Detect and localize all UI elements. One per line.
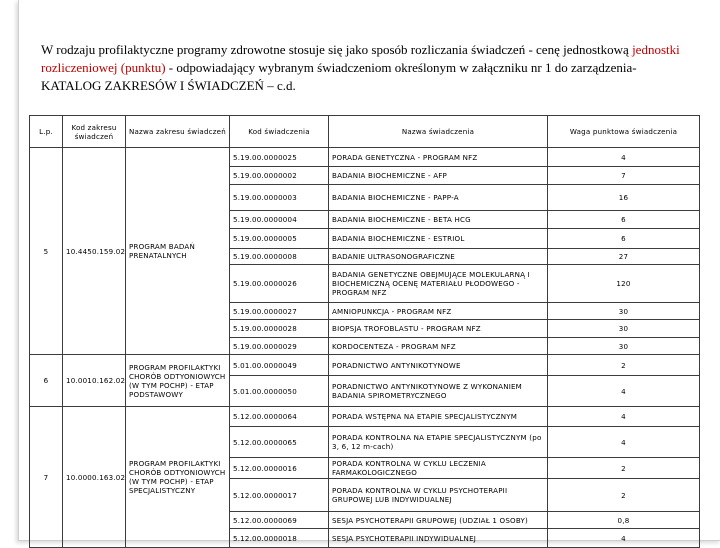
- heading-text-1: W rodzaju profilaktyczne programy zdrowotne stosuje się jako sposób rozliczania świadczeń - cenę jednostkową: [41, 42, 633, 57]
- waga-cell: 4: [548, 427, 700, 458]
- group-kod-zakresu: 10.0000.163.02: [63, 407, 126, 548]
- waga-cell: 27: [548, 249, 700, 265]
- table-header-row: [30, 116, 700, 148]
- waga-cell: 120: [548, 265, 700, 303]
- nazwa-swiadczenia-cell: PORADA GENETYCZNA - PROGRAM NFZ: [329, 148, 548, 167]
- kod-swiadczenia-cell: 5.19.00.0000005: [230, 229, 329, 249]
- nazwa-swiadczenia-cell: BADANIE ULTRASONOGRAFICZNE: [329, 249, 548, 265]
- catalog-table: [29, 115, 700, 548]
- header-nazwa-swiadczenia: Nazwa świadczenia: [329, 116, 548, 148]
- kod-swiadczenia-cell: 5.01.00.0000049: [230, 355, 329, 376]
- kod-swiadczenia-cell: 5.12.00.0000016: [230, 458, 329, 479]
- waga-cell: 0,8: [548, 512, 700, 529]
- nazwa-swiadczenia-cell: KORDOCENTEZA - PROGRAM NFZ: [329, 338, 548, 355]
- heading-highlight: jednostki rozliczeniowej (punktu): [41, 42, 680, 75]
- kod-swiadczenia-cell: 5.19.00.0000003: [230, 185, 329, 211]
- kod-swiadczenia-cell: 5.19.00.0000027: [230, 303, 329, 320]
- nazwa-swiadczenia-cell: BADANIA BIOCHEMICZNE - AFP: [329, 167, 548, 185]
- group-lp: 5: [30, 148, 63, 355]
- waga-cell: 2: [548, 479, 700, 512]
- group-kod-zakresu: 10.4450.159.02: [63, 148, 126, 355]
- nazwa-swiadczenia-cell: PORADNICTWO ANTYNIKOTYNOWE Z WYKONANIEM BADANIA SPIROMETRYCZNEGO: [329, 376, 548, 407]
- waga-cell: 6: [548, 229, 700, 249]
- table-row: [30, 407, 700, 427]
- kod-swiadczenia-cell: 5.12.00.0000069: [230, 512, 329, 529]
- kod-swiadczenia-cell: 5.19.00.0000008: [230, 249, 329, 265]
- header-nazwa-zakresu: Nazwa zakresu świadczeń: [126, 116, 230, 148]
- waga-cell: 30: [548, 303, 700, 320]
- header-kod-zakresu: Kod zakresu świadczeń: [63, 116, 126, 148]
- nazwa-swiadczenia-cell: PORADA KONTROLNA W CYKLU LECZENIA FARMAKOLOGICZNEGO: [329, 458, 548, 479]
- nazwa-swiadczenia-cell: SESJA PSYCHOTERAPII INDYWIDUALNEJ: [329, 529, 548, 548]
- nazwa-swiadczenia-cell: AMNIOPUNKCJA - PROGRAM NFZ: [329, 303, 548, 320]
- group-nazwa-zakresu: PROGRAM PROFILAKTYKI CHORÓB ODTYONIOWYCH (W TYM POCHP) - ETAP SPECJALISTYCZNY: [126, 407, 230, 548]
- kod-swiadczenia-cell: 5.12.00.0000065: [230, 427, 329, 458]
- waga-cell: 2: [548, 458, 700, 479]
- waga-cell: 30: [548, 338, 700, 355]
- nazwa-swiadczenia-cell: SESJA PSYCHOTERAPII GRUPOWEJ (UDZIAŁ 1 OSOBY): [329, 512, 548, 529]
- header-kod-swiadczenia: Kod świadczenia: [230, 116, 329, 148]
- waga-cell: 4: [548, 148, 700, 167]
- waga-cell: 16: [548, 185, 700, 211]
- group-kod-zakresu: 10.0010.162.02: [63, 355, 126, 407]
- nazwa-swiadczenia-cell: PORADA KONTROLNA NA ETAPIE SPECJALISTYCZNYM (po 3, 6, 12 m-cach): [329, 427, 548, 458]
- group-nazwa-zakresu: PROGRAM BADAŃ PRENATALNYCH: [126, 148, 230, 355]
- waga-cell: 2: [548, 355, 700, 376]
- kod-swiadczenia-cell: 5.12.00.0000017: [230, 479, 329, 512]
- nazwa-swiadczenia-cell: PORADA KONTROLNA W CYKLU PSYCHOTERAPII GRUPOWEJ LUB INDYWIDUALNEJ: [329, 479, 548, 512]
- group-lp: 7: [30, 407, 63, 548]
- waga-cell: 6: [548, 211, 700, 229]
- header-lp: L.p.: [30, 116, 63, 148]
- nazwa-swiadczenia-cell: PORADA WSTĘPNA NA ETAPIE SPECJALISTYCZNYM: [329, 407, 548, 427]
- kod-swiadczenia-cell: 5.12.00.0000018: [230, 529, 329, 548]
- table-body: [30, 148, 700, 548]
- slide-heading: [41, 41, 691, 95]
- table-row: [30, 148, 700, 167]
- kod-swiadczenia-cell: 5.19.00.0000028: [230, 320, 329, 338]
- kod-swiadczenia-cell: 5.12.00.0000064: [230, 407, 329, 427]
- nazwa-swiadczenia-cell: PORADNICTWO ANTYNIKOTYNOWE: [329, 355, 548, 376]
- heading-text-2: - odpowiadający wybranym świadczeniom określonym w załączniku nr 1 do zarządzenia- KATALOG ZAKRESÓW I ŚWIADCZEŃ – c.d.: [41, 60, 637, 93]
- waga-cell: 4: [548, 376, 700, 407]
- header-waga: Waga punktowa świadczenia: [548, 116, 700, 148]
- nazwa-swiadczenia-cell: BADANIA GENETYCZNE OBEJMUJĄCE MOLEKULARNĄ I BIOCHEMICZNĄ OCENĘ MATERIAŁU PŁODOWEGO - PROGRAM NFZ: [329, 265, 548, 303]
- waga-cell: 7: [548, 167, 700, 185]
- nazwa-swiadczenia-cell: BIOPSJA TROFOBLASTU - PROGRAM NFZ: [329, 320, 548, 338]
- waga-cell: 4: [548, 529, 700, 548]
- kod-swiadczenia-cell: 5.01.00.0000050: [230, 376, 329, 407]
- group-lp: 6: [30, 355, 63, 407]
- waga-cell: 30: [548, 320, 700, 338]
- nazwa-swiadczenia-cell: BADANIA BIOCHEMICZNE - PAPP-A: [329, 185, 548, 211]
- kod-swiadczenia-cell: 5.19.00.0000002: [230, 167, 329, 185]
- waga-cell: 4: [548, 407, 700, 427]
- kod-swiadczenia-cell: 5.19.00.0000025: [230, 148, 329, 167]
- kod-swiadczenia-cell: 5.19.00.0000029: [230, 338, 329, 355]
- table-row: [30, 355, 700, 376]
- nazwa-swiadczenia-cell: BADANIA BIOCHEMICZNE - BETA HCG: [329, 211, 548, 229]
- kod-swiadczenia-cell: 5.19.00.0000026: [230, 265, 329, 303]
- nazwa-swiadczenia-cell: BADANIA BIOCHEMICZNE - ESTRIOL: [329, 229, 548, 249]
- kod-swiadczenia-cell: 5.19.00.0000004: [230, 211, 329, 229]
- group-nazwa-zakresu: PROGRAM PROFILAKTYKI CHORÓB ODTYONIOWYCH (W TYM POCHP) - ETAP PODSTAWOWY: [126, 355, 230, 407]
